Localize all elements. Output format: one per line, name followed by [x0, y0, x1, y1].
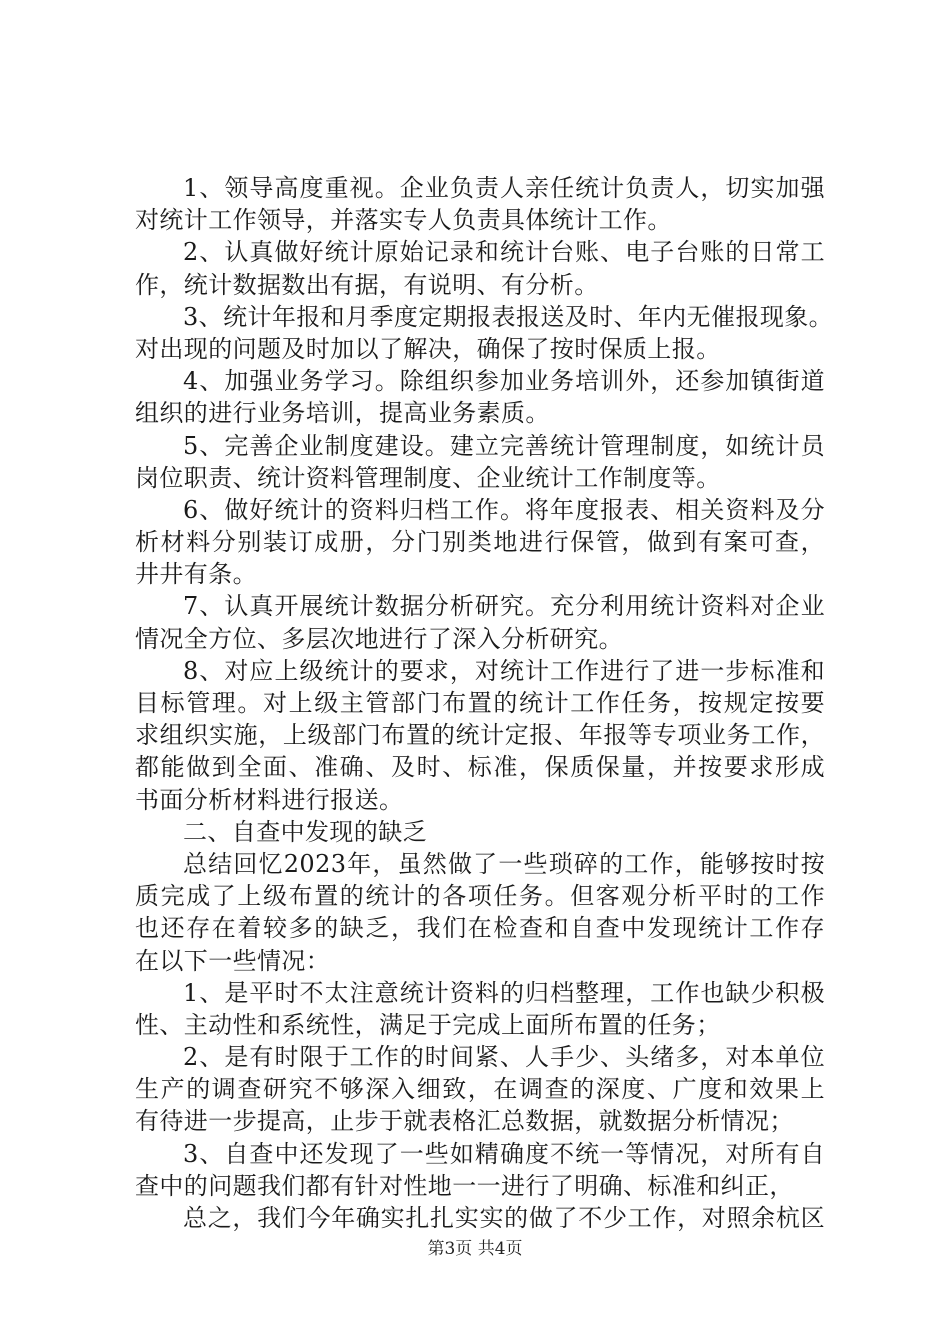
text-line: 总结回忆2023年，虽然做了一些琐碎的工作，能够按时按	[183, 849, 825, 878]
text-line: 5、完善企业制度建设。建立完善统计管理制度，如统计员	[183, 431, 825, 460]
text-line: 8、对应上级统计的要求，对统计工作进行了进一步标准和	[183, 656, 825, 685]
text-line: 目标管理。对上级主管部门布置的统计工作任务，按规定按要	[135, 689, 825, 717]
text-line: 1、是平时不太注意统计资料的归档整理，工作也缺少积极	[183, 978, 825, 1007]
text-line: 7、认真开展统计数据分析研究。充分利用统计资料对企业	[183, 592, 825, 621]
text-line: 4、加强业务学习。除组织参加业务培训外，还参加镇街道	[183, 367, 825, 396]
text-line: 组织的进行业务培训，提高业务素质。	[135, 399, 550, 428]
text-line: 在以下一些情况：	[135, 946, 331, 975]
text-line: 也还存在着较多的缺乏，我们在检查和自查中发现统计工作存	[135, 914, 825, 943]
text-line: 2、认真做好统计原始记录和统计台账、电子台账的日常工	[183, 238, 825, 267]
text-line: 生产的调查研究不够深入细致，在调查的深度、广度和效果上	[135, 1075, 825, 1104]
text-line: 质完成了上级布置的统计的各项任务。但客观分析平时的工作	[135, 882, 825, 911]
text-line: 求组织实施，上级部门布置的统计定报、年报等专项业务工作，	[135, 721, 825, 750]
text-line: 3、自查中还发现了一些如精确度不统一等情况，对所有自	[183, 1139, 825, 1168]
document-body	[135, 172, 834, 1234]
text-line: 总之，我们今年确实扎扎实实的做了不少工作，对照余杭区	[183, 1204, 825, 1232]
text-line: 6、做好统计的资料归档工作。将年度报表、相关资料及分	[183, 495, 825, 524]
text-line: 作，统计数据数出有据，有说明、有分析。	[135, 270, 599, 299]
text-line: 有待进一步提高，止步于就表格汇总数据，就数据分析情况；	[135, 1107, 794, 1136]
text-line: 查中的问题我们都有针对性地一一进行了明确、标准和纠正，	[135, 1171, 794, 1200]
text-line: 3、统计年报和月季度定期报表报送及时、年内无催报现象。	[183, 302, 834, 331]
text-line: 都能做到全面、准确、及时、标准，保质保量，并按要求形成	[135, 753, 825, 782]
text-line: 书面分析材料进行报送。	[135, 785, 404, 814]
page-footer: 第3页 共4页	[427, 1239, 523, 1259]
text-line: 对出现的问题及时加以了解决，确保了按时保质上报。	[135, 334, 721, 363]
text-line: 二、自查中发现的缺乏	[183, 817, 427, 846]
text-line: 析材料分别装订成册，分门别类地进行保管，做到有案可查，	[135, 528, 825, 557]
text-line: 2、是有时限于工作的时间紧、人手少、头绪多，对本单位	[183, 1043, 825, 1072]
text-line: 井井有条。	[135, 560, 257, 589]
text-line: 对统计工作领导，并落实专人负责具体统计工作。	[135, 206, 672, 235]
text-line: 1、领导高度重视。企业负责人亲任统计负责人，切实加强	[183, 174, 825, 202]
text-line: 岗位职责、统计资料管理制度、企业统计工作制度等。	[135, 463, 721, 492]
text-line: 情况全方位、多层次地进行了深入分析研究。	[135, 624, 623, 653]
text-line: 性、主动性和系统性，满足于完成上面所布置的任务；	[135, 1010, 721, 1039]
